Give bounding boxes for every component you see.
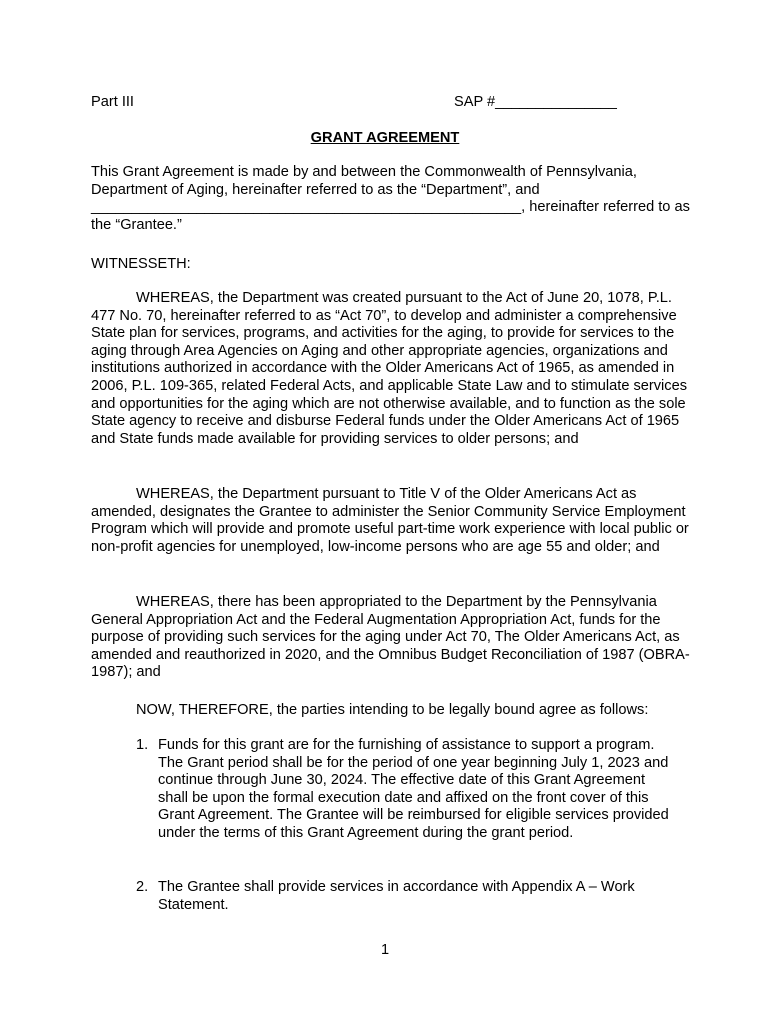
whereas-paragraph-1: WHEREAS, the Department was created pursuant to the Act of June 20, 1078, P.L. 477 No. 70, hereinafter referred to as “Act 70”, to develop and administer a comprehensive State plan for services, programs, and activities for the aging, to provide for services to the aging through Area Agencies on Aging and other appropriate agencies, organizations and institutions authorized in accordance with the Older Americans Act of 1965, as amended in 2006, P.L. 109-365, related Federal Acts, and applicable State Law and to stimulate services and opportunities for the aging which are not otherwise available, and to function as the sole State agency to receive and disburse Federal funds under the Older Americans Act of 1965 and State funds made available for providing services to older persons; and <box>91 290 688 447</box>
list-item-text: The Grantee shall provide services in accordance with Appendix A – Work Statement. <box>158 879 635 913</box>
list-item-text: Funds for this grant are for the furnishing of assistance to support a program. The Grant period shall be for the period of one year beginning July 1, 2023 and continue through June 30, 2024. The effective date of this Grant Agreement shall be upon the formal execution date and affixed on the front cover of this Grant Agreement. The Grantee will be reimbursed for eligible services provided under the terms of this Grant Agreement during the grant period. <box>158 737 669 841</box>
intro-paragraph: This Grant Agreement is made by and between the Commonwealth of Pennsylvania, Department of Aging, hereinafter referred to as the “Department”, and _____________________________________________________, hereinafter referred to as the “Grantee.” <box>91 164 690 233</box>
list-item-number: 2. <box>136 879 149 895</box>
whereas-paragraph-3: WHEREAS, there has been appropriated to the Department by the Pennsylvania General Appropriation Act and the Federal Augmentation Appropriation Act, funds for the purpose of providing such services for the aging under Act 70, The Older Americans Act, as amended and reauthorized in 2020, and the Omnibus Budget Reconciliation of 1987 (OBRA-1987); and <box>91 594 690 681</box>
part-label: Part III <box>91 94 134 110</box>
whereas-paragraph-2: WHEREAS, the Department pursuant to Title V of the Older Americans Act as amended, designates the Grantee to administer the Senior Community Service Employment Program which will provide and promote useful part-time work experience with local public or non-profit agencies for unemployed, low-income persons who are age 55 and older; and <box>91 486 689 555</box>
list-item <box>136 879 676 914</box>
witnesseth-heading: WITNESSETH: <box>91 256 191 272</box>
list-item-number: 1. <box>136 737 149 753</box>
document-title: GRANT AGREEMENT <box>310 130 460 146</box>
page-number: 1 <box>380 942 390 958</box>
sap-number-field: SAP #_______________ <box>454 94 617 110</box>
now-therefore-paragraph: NOW, THEREFORE, the parties intending to be legally bound agree as follows: <box>136 702 649 718</box>
list-item <box>136 737 676 843</box>
